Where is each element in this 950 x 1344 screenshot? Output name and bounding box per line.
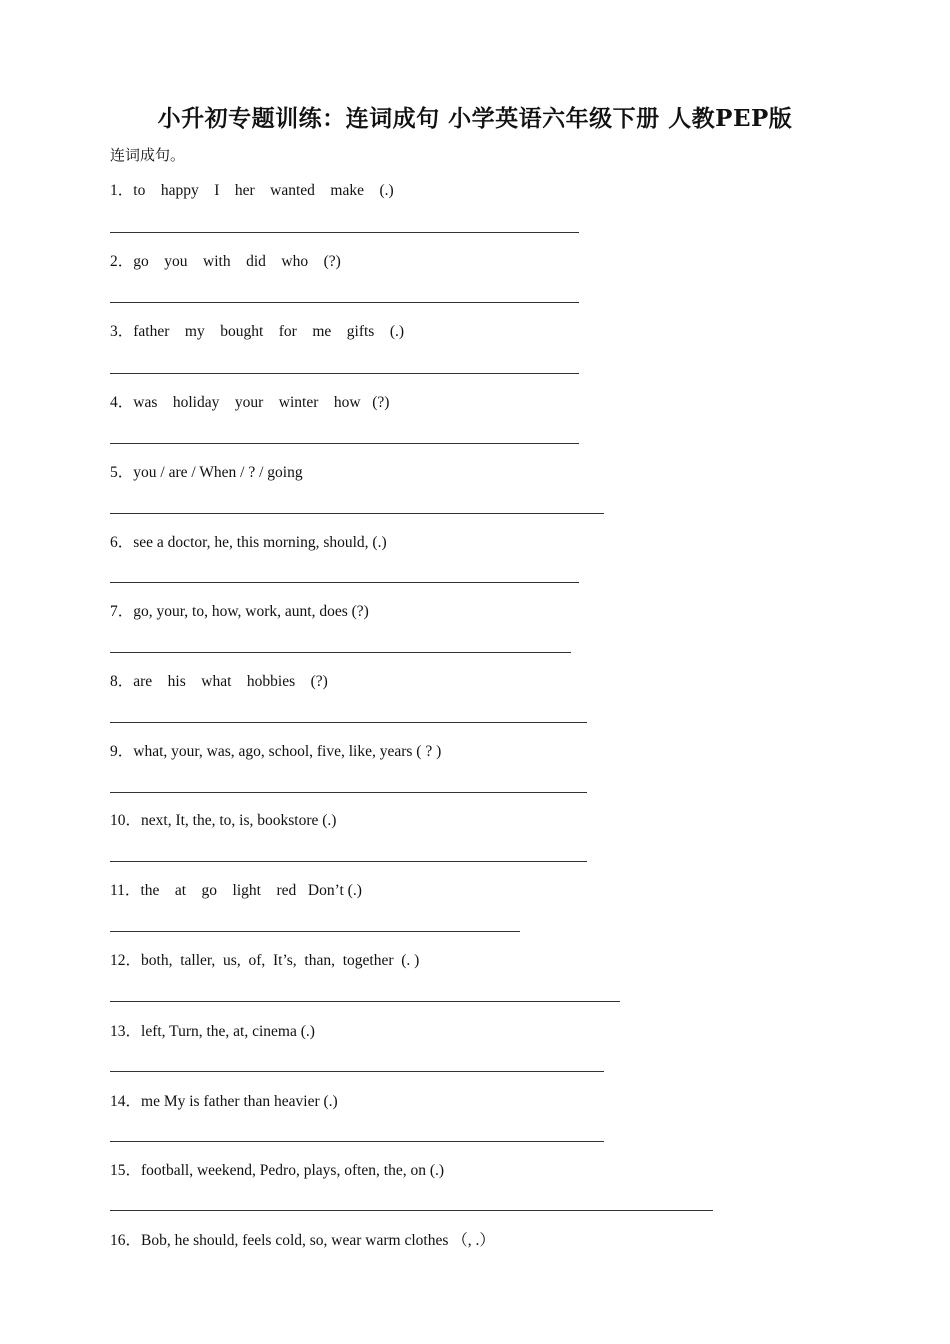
question-words: both, taller, us, of, It’s, than, together (. ): [141, 952, 420, 969]
question-number: 9．: [110, 743, 134, 760]
answer-line-11[interactable]: [110, 931, 520, 932]
question-number: 8．: [110, 673, 134, 690]
question-words: Bob, he should, feels cold, so, wear warm clothes （, .）: [141, 1232, 495, 1249]
answer-line-14[interactable]: [110, 1141, 604, 1142]
question-number: 15．: [110, 1162, 142, 1179]
question-number: 2．: [110, 253, 134, 270]
question-13: [110, 1019, 315, 1041]
question-words: next, It, the, to, is, bookstore (.): [141, 812, 337, 829]
question-words: to happy I her wanted make (.): [133, 182, 394, 199]
question-words: go, your, to, how, work, aunt, does (?): [133, 603, 369, 620]
question-number: 10．: [110, 812, 142, 829]
answer-line-7[interactable]: [110, 652, 571, 653]
question-6: [110, 530, 387, 552]
question-4: [110, 390, 389, 412]
question-9: [110, 739, 441, 761]
question-number: 4．: [110, 394, 134, 411]
question-number: 11．: [110, 882, 141, 899]
answer-line-5[interactable]: [110, 513, 604, 514]
question-10: [110, 808, 336, 830]
question-words: see a doctor, he, this morning, should, (.): [133, 534, 387, 551]
question-number: 6．: [110, 534, 134, 551]
question-12: [110, 948, 419, 970]
question-words: you / are / When / ? / going: [133, 464, 303, 481]
question-words: are his what hobbies (?): [133, 673, 328, 690]
question-words: football, weekend, Pedro, plays, often, the, on (.): [141, 1162, 445, 1179]
question-7: [110, 599, 369, 621]
question-number: 12．: [110, 952, 142, 969]
question-words: go you with did who (?): [133, 253, 341, 270]
answer-line-1[interactable]: [110, 232, 579, 233]
question-3: [110, 319, 404, 341]
question-15: [110, 1158, 444, 1180]
question-number: 14．: [110, 1093, 142, 1110]
instruction-text: 连词成句。: [110, 146, 186, 164]
question-number: 7．: [110, 603, 134, 620]
question-5: [110, 460, 303, 482]
answer-line-4[interactable]: [110, 443, 579, 444]
question-number: 13．: [110, 1023, 142, 1040]
answer-line-2[interactable]: [110, 302, 579, 303]
question-11: [110, 878, 362, 900]
question-16: [110, 1228, 495, 1250]
answer-line-15[interactable]: [110, 1210, 713, 1211]
question-words: father my bought for me gifts (.): [133, 323, 405, 340]
answer-line-3[interactable]: [110, 373, 579, 374]
question-words: the at go light red Don’t (.): [140, 882, 362, 899]
answer-line-8[interactable]: [110, 722, 587, 723]
answer-line-10[interactable]: [110, 861, 587, 862]
question-words: left, Turn, the, at, cinema (.): [141, 1023, 315, 1040]
question-8: [110, 669, 328, 691]
question-2: [110, 249, 341, 271]
question-number: 16．: [110, 1232, 142, 1249]
question-words: what, your, was, ago, school, five, like, years ( ? ): [133, 743, 442, 760]
question-words: me My is father than heavier (.): [141, 1093, 338, 1110]
worksheet-title: 小升初专题训练：连词成句 小学英语六年级下册 人教PEP版: [157, 105, 793, 132]
answer-line-12[interactable]: [110, 1001, 620, 1002]
answer-line-6[interactable]: [110, 582, 579, 583]
question-number: 3．: [110, 323, 134, 340]
question-number: 5．: [110, 464, 134, 481]
answer-line-13[interactable]: [110, 1071, 604, 1072]
question-number: 1．: [110, 182, 134, 199]
question-words: was holiday your winter how (?): [133, 394, 390, 411]
answer-line-9[interactable]: [110, 792, 587, 793]
question-14: [110, 1089, 338, 1111]
question-1: [110, 178, 394, 200]
